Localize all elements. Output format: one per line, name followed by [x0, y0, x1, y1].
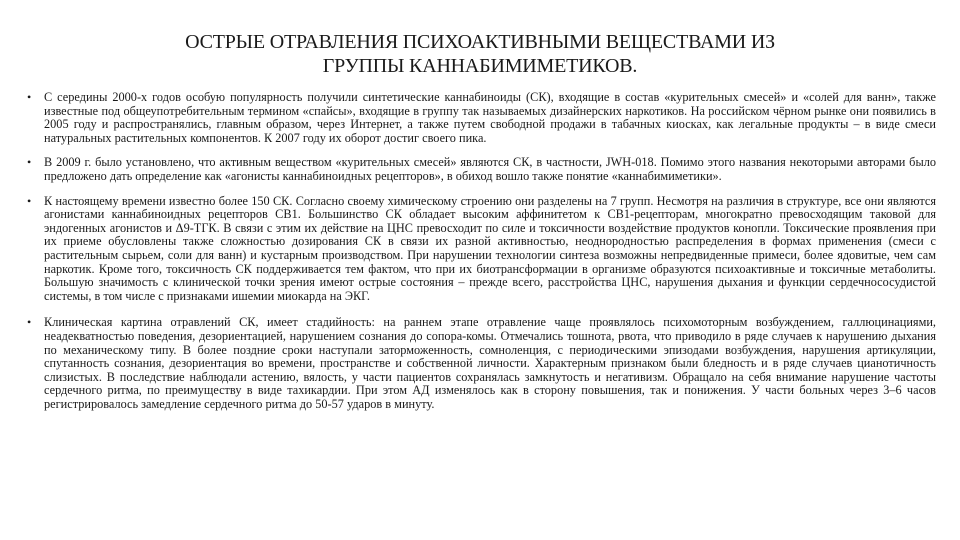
- bullet-item-3: [24, 195, 936, 304]
- bullet-marker: •: [27, 90, 32, 104]
- bullet-text-4: Клиническая картина отравлений СК, имеет стадийность: на раннем этапе отравление чаще проявлялось психомоторным возбуждением, галлюцинациями, неадекватностью поведения, дезориентацией, нарушением сознания до сопора-комы. Отмечались тошнота, рвота, что приводило в ряде случаев к нарушению дыхания по механическому типу. В более поздние сроки наступали заторможенность, сомноленция, с периодическими эпизодами возбуждения, нарушения артикуляции, спутанность сознания, дезориентация во времени, пространстве и собственной личности. Характерным признаком были бледность и в ряде случаев цианотичность слизистых. В последствие наблюдали астению, вялость, у части пациентов сохранялась замкнутость и негативизм. Обращало на себя внимание нарушение частоты сердечного ритма, по преимуществу в виде тахикардии. При этом АД изменялось как в сторону повышения, так и понижения. У части больных через 3–6 часов регистрировалось замедление сердечного ритма до 50-57 ударов в минуту.: [44, 315, 936, 411]
- bullet-marker: •: [27, 193, 32, 208]
- bullet-item-2: [24, 156, 936, 183]
- bullet-text-1: С середины 2000-х годов особую популярность получили синтетические каннабиноиды (СК), входящие в состав «курительных смесей» и «солей для ванн», также известные под общеупотребительным термином «спайсы», входящие в группу так называемых дизайнерских наркотиков. На российском чёрном рынке они появились в 2005 году и распространялись, главным образом, через Интернет, а также путем свободной продажи в табачных киосках, как легальные продукты – в виде смеси натуральных растительных компонентов. К 2007 году их оборот достиг своего пика.: [44, 90, 936, 145]
- bullet-item-4: [24, 316, 936, 411]
- bullet-text-2: В 2009 г. было установлено, что активным веществом «курительных смесей» являются СК, в частности, JWH-018. Помимо этого названия некоторыми авторами было предложено дать определение как «агонисты каннабиноидных рецепторов», в обиход вошло также понятие «каннабимиметики».: [44, 155, 936, 183]
- bullet-text-3: К настоящему времени известно более 150 СК. Согласно своему химическому строению они разделены на 7 групп. Несмотря на различия в структуре, все они являются агонистами каннабиноидных рецепторов СВ1. Большинство СК обладает высоким аффинитетом к СВ1-рецепторам, многократно превосходящим таковой для эндогенных агонистов и Δ9-ТГК. В связи с этим их действие на ЦНС превосходит по силе и токсичности воздействие продуктов конопли. Токсические проявления при их приеме обусловлены также сложностью дозирования СК в связи их разной активностью, неоднородностью распределения в формах применения (смеси с растительным сырьем, соли для ванн) и кустарным производством. При нарушении технологии синтеза возможны непредвиденные примеси, более ядовитые, чем сам наркотик. Кроме того, токсичность СК поддерживается тем фактом, что при их биотрансформации в организме образуются психоактивные и токсичные метаболиты. Большую значимость с клинической точки зрения имеют острые состояния – прежде всего, расстройства ЦНС, нарушения дыхания и функции сердечнососудистой системы, в том числе с признаками ишемии миокарда на ЭКГ.: [44, 193, 936, 303]
- bullet-marker: •: [27, 315, 32, 330]
- slide-title-line-1: ОСТРЫЕ ОТРАВЛЕНИЯ ПСИХОАКТИВНЫМИ ВЕЩЕСТВАМИ ИЗ: [185, 31, 775, 53]
- bullet-marker: •: [27, 155, 32, 170]
- bullet-item-1: [24, 91, 936, 145]
- bullet-list: [24, 91, 936, 422]
- slide-title: [100, 30, 860, 78]
- slide-title-line-2: ГРУППЫ КАННАБИМИМЕТИКОВ.: [322, 55, 638, 77]
